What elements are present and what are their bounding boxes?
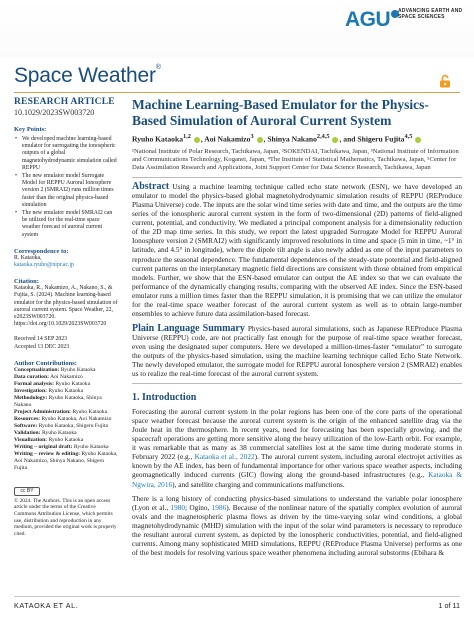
orcid-icon[interactable] <box>257 137 263 143</box>
orcid-icon[interactable] <box>415 137 421 143</box>
contribution-item: Formal analysis: Ryuho Kataoka <box>14 380 91 387</box>
abstract-heading: Abstract <box>132 181 170 193</box>
citation-text: Kataoka, R., Nakamizo, A., Nakano, S., & Fujita, S. (2024). Machine learning-based emulator for the physics-based simulation of auroral current system. Space Weather, 22, e2023SW003720. https://doi.org/10.1029/2023SW003720 <box>14 285 118 328</box>
author-name[interactable]: and Shigeru Fujita <box>343 134 405 144</box>
author-sup: 4,5 <box>404 133 413 140</box>
page-number: 1 of 11 <box>438 601 460 610</box>
author-sup: 3 <box>250 133 254 140</box>
agu-logo[interactable] <box>345 6 463 46</box>
key-point: • The new emulator model SMRAI2 can be utilized for the real-time space weather forecast of auroral current system <box>14 210 118 239</box>
correspondence-email[interactable]: kataoka.ryuho@nipr.ac.jp <box>14 262 74 269</box>
agu-logo-mark: AGU <box>345 8 399 32</box>
key-points-heading: Key Points: <box>14 126 47 133</box>
abstract-text: Using a machine learning technique called echo state network (ESN), we have developed an emulator to model the physics-based global magnetohydrodynamic simulation results of REPPU (REProduce Plasma Universe) code. The inputs are the solar wind time series with date and time, and the outputs are the time series of the ionospheric auroral current system in the form of two-dimensional (2D) patterns of field-aligned current, potential, and conductivity. We mediated a principal component analysis for a dimensionality reduction of the 2D map time series. In this study, we report the latest upgraded Surrogate Model for REPPU Auroral Ionosphere version 2 (SMRAI2) with significantly improved resolutions in time and space (5 min in time, ~1° in latitude, and 4.5° in longitude), where the dipole tilt angle is also newly added as one of the input parameters to reproduce the seasonal dependence. The fundamental dependences of the steady-state potential and field-aligned current patterns on the interplanetary magnetic field directions are consistent with those obtained from empirical models. Further, we show that the ESN-based emulator can output the AE index so that we can evaluate the performance of the dynamically changing results, comparing with the observed AE index. Since the ESN-based emulator runs a million times faster than the REPPU simulation, it is promising that we can utilize the emulator for the real-time space weather forecast of the auroral current system as well as to obtain large-number ensembles to achieve future data assimilation-based forecast. <box>132 182 462 318</box>
license-text: © 2024. The Authors. This is an open access article under the terms of the Creative Commons Attribution License, which permits use, distribution and reproduction in any medium, provided the original work is properly cited. <box>14 497 117 537</box>
contribution-item: Investigation: Ryuho Kataoka <box>14 387 84 394</box>
article-doi[interactable]: 10.1029/2023SW003720 <box>14 108 95 117</box>
citation-heading: Citation: <box>14 278 39 286</box>
header-rule <box>14 92 460 93</box>
contribution-item: Validation: Ryuho Kataoka <box>14 429 77 436</box>
citation-link[interactable]: 1980 <box>170 502 186 512</box>
section-heading-introduction: 1. Introduction <box>132 392 197 404</box>
affiliations-divider <box>132 177 462 178</box>
contribution-item: Visualization: Ryuho Kataoka <box>14 436 84 443</box>
plain-language-summary <box>132 324 462 378</box>
agu-tagline: ADVANCING EARTH AND SPACE SCIENCES <box>398 8 463 20</box>
citation-link[interactable]: Kataoka et al., 2022 <box>194 452 255 462</box>
open-lock-icon <box>438 74 452 88</box>
orcid-icon[interactable] <box>194 137 200 143</box>
license-block <box>14 479 118 538</box>
author-list: Ryuho Kataoka$^{1,2}$ , Aoi Nakamizo$^3$ , Shinya Nakano$^{2,4,5}$ , and Shigeru Fujita$^{4,5}$ <box>132 133 462 144</box>
article-main <box>132 97 462 557</box>
key-points-list <box>14 136 118 239</box>
journal-title[interactable] <box>14 64 161 88</box>
contribution-item: Software: Ryuho Kataoka, Shigeru Fujita <box>14 422 108 429</box>
contribution-item: Methodology: Ryuho Kataoka, Shinya Nakano <box>14 394 102 408</box>
accepted-date: Accepted 13 DEC 2023 <box>14 343 70 350</box>
pls-text: Physics-based auroral simulations, such as Japanese REProduce Plasma Universe (REPPU) code, are not practically fast enough for the purpose of real-time space weather forecast, even using the designated super computers. Here we developed a million-times-faster “emulator” to surrogate the outputs of the physics-based simulation, using the machine learning technique called Echo State Network. The newly developed emulator, the surrogate model for REPPU auroral Ionosphere version 2 (SMRAI2) enables us to realize the real-time forecast of the auroral current system. <box>132 323 462 379</box>
affiliations: ¹National Institute of Polar Research, Tachikawa, Japan, ²SOKENDAI, Tachikawa, Japan, ³National Institute of Information and Communications Technology, Koganei, Japan, ⁴The Institute of Statistical Mathematics, Tachikawa, Japan, ⁵Center for Data Assimilation Research and Applications, Joint Support Center for Data Science Research, Tachikawa, Japan <box>132 147 459 171</box>
contributions-heading: Author Contributions: <box>14 359 77 367</box>
journal-reg-mark: ® <box>155 64 161 71</box>
contribution-item: Conceptualization: Ryuho Kataoka <box>14 366 96 373</box>
article-type: RESEARCH ARTICLE <box>14 97 115 107</box>
abstract <box>132 182 462 318</box>
author-sup: 1,2 <box>183 133 191 140</box>
article-sidebar <box>14 97 118 537</box>
correspondence-heading: Correspondence to: <box>14 247 69 255</box>
journal-name: Space Weather <box>14 64 156 87</box>
contribution-item: Project Administration: Ryuho Kataoka <box>14 408 108 415</box>
author-name[interactable]: Aoi Nakamizo <box>204 134 251 144</box>
contribution-item: Writing – review & editing: Ryuho Kataoka, Aoi Nakamizo, Shinya Nakano, Shigeru Fujita <box>14 450 118 471</box>
author-sup: 2,4,5 <box>316 133 330 140</box>
contribution-item: Data curation: Aoi Nakamizo <box>14 373 83 380</box>
author-name[interactable]: Ryuho Kataoka <box>132 134 184 144</box>
footer-rule <box>14 596 460 597</box>
intro-paragraph-2: There is a long history of conducting physics-based simulations to understand the variable polar ionosphere (Lyon et al., 1980; Ogino, 1986). Because of the nonlinear nature of the spatially complex evolution of auroral ovals and the magnetospheric plasma flows as driven by the time-varying solar wind conditions, a global magnetohydrodynamic (MHD) simulation with the input of the solar wind parameters is necessary to reproduce the resultant auroral current system, as depicted by the ionospheric conductivities, potential, and field-aligned currents. Among many sophisticated MHD simulations, REPPU (REProduce Plasma Universe) performs as one of the best models for resolving various space weather phenomena including auroral substorms (Ebihara & <box>132 493 462 557</box>
orcid-icon[interactable] <box>332 137 338 143</box>
paper-title: Machine Learning-Based Emulator for the Physics-Based Simulation of Auroral Current System <box>132 97 429 128</box>
author-name[interactable]: Shinya Nakano <box>267 134 317 144</box>
key-point: • The new emulator model Surrogate Model for REPPU Auroral Ionosphere version 2 (SMRAI2) runs million times faster than the original physics-based simulation <box>14 173 118 209</box>
contribution-item: Writing – original draft: Ryuho Kataoka <box>14 443 109 450</box>
pls-heading: Plain Language Summary <box>132 322 245 334</box>
key-point: • We developed machine learning-based emulator for surrogating the ionospheric outputs of a global magnetohydrodynamic simulation called REPPU <box>14 136 118 172</box>
running-footer-authors: KATAOKA ET AL. <box>14 601 79 610</box>
intro-paragraph-1: Forecasting the auroral current system in the polar regions has been one of the core parts of the operational space weather forecast because the auroral current system is the origin of the enhanced satellite drag via the Joule heat in the thermosphere. In recent years, need for forecasting has been especially growing, and the spacecraft operations are getting more sensitive along the heavy utilization of the low-Earth orbit. For example, it was remarkable that as many as 38 commercial satellites lost at the same time during moderate storms in February 2022 (e.g., Kataoka et al., 2022). The auroral current system, including auroral electrojet activities as known by the AE index, has been of fundamental importance for other various space weather aspects, including geomagnetically induced currents (GIC) flowing along the ground-based infrastructures (e.g., Kataoka & Ngwira, 2016), and satellite charging and communications malfunctions. <box>132 407 462 489</box>
citation-link[interactable]: 1986 <box>211 502 227 512</box>
received-date: Received 14 SEP 2023 <box>14 336 68 343</box>
correspondence-name: R. Kataoka, <box>14 254 42 261</box>
citation-link[interactable]: Kataoka & Ngwira, 2016 <box>132 470 462 489</box>
cc-by-icon[interactable]: cc BY <box>14 487 40 496</box>
contribution-item: Resources: Ryuho Kataoka, Aoi Nakamizo <box>14 415 112 422</box>
summary-divider <box>132 383 462 384</box>
contributions-list <box>14 367 118 472</box>
